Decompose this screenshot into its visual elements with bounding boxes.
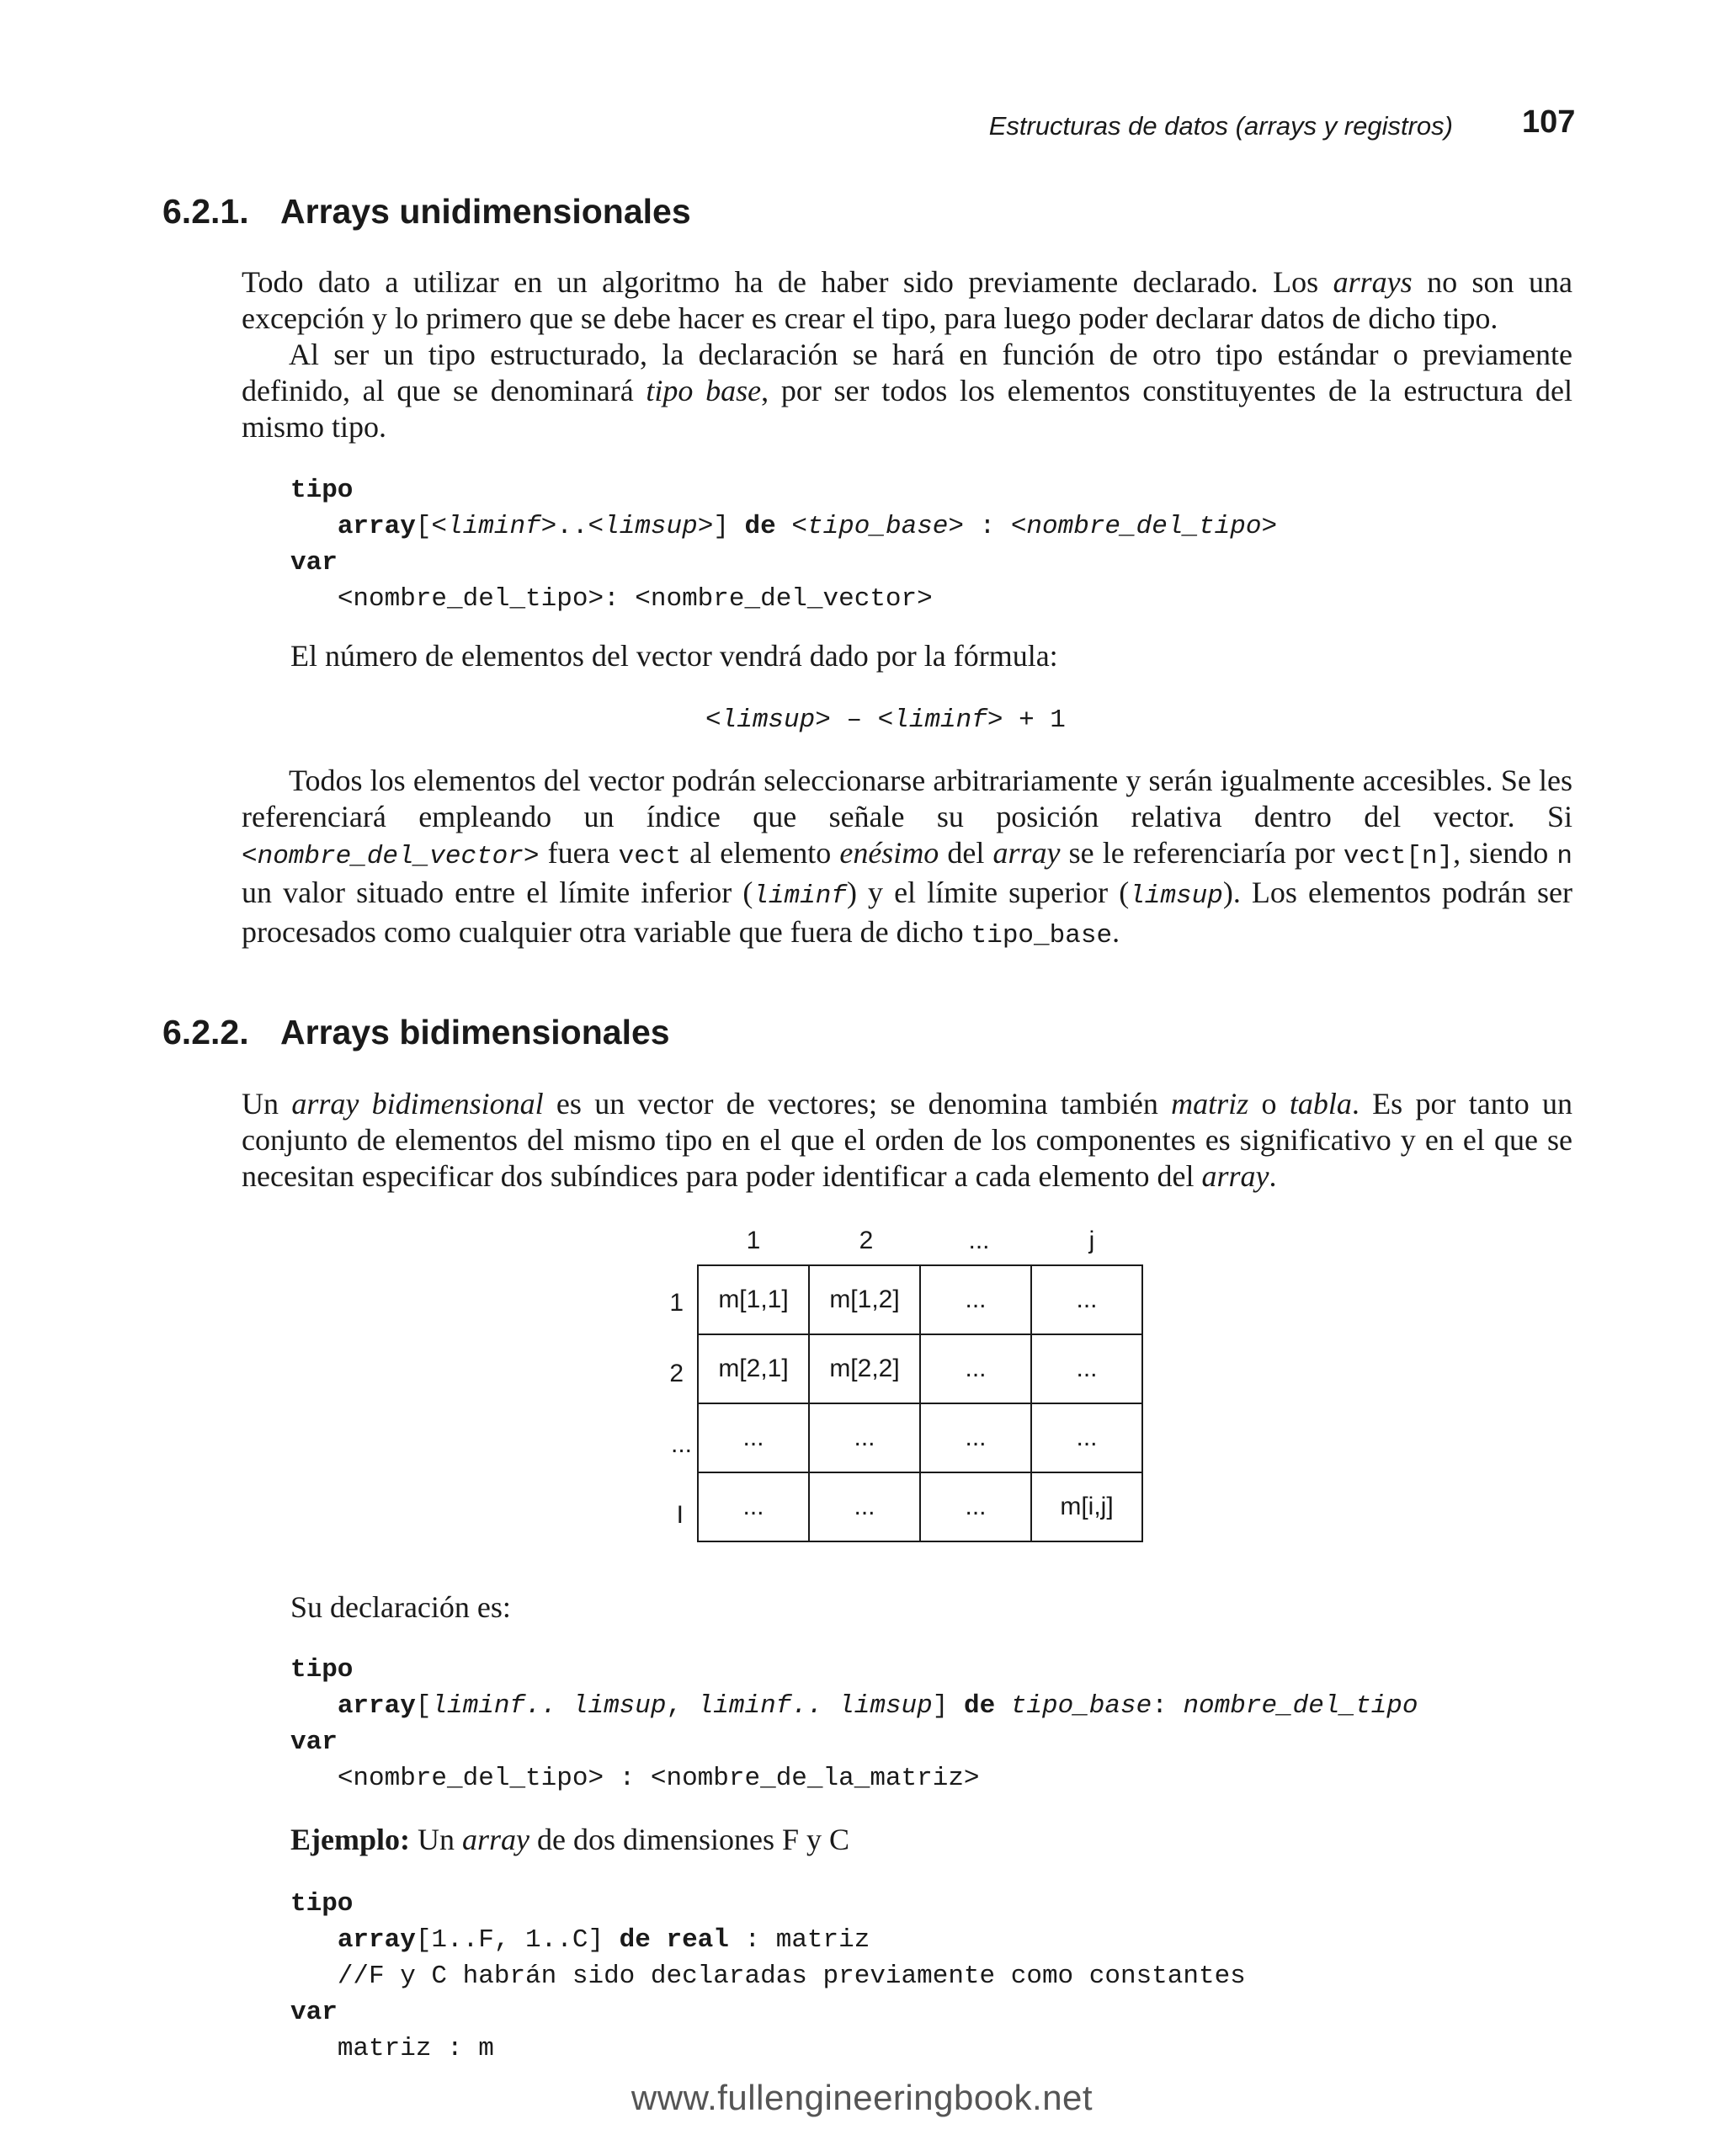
example-label: Ejemplo:: [290, 1823, 410, 1856]
paragraph-bidimensional: [242, 1086, 1572, 1195]
formula-text: <: [705, 705, 721, 735]
section-title: Arrays bidimensionales: [280, 1013, 670, 1051]
matrix-row-header: I: [676, 1501, 684, 1529]
emphasis: matriz: [1171, 1087, 1249, 1121]
matrix-col-header: j: [1088, 1227, 1095, 1254]
inline-code: vect[n]: [1343, 842, 1454, 871]
matrix-cell: ...: [1031, 1265, 1142, 1334]
code-text: [995, 1691, 1011, 1721]
code-text: matriz : m: [337, 2034, 494, 2063]
code-text: [<: [415, 512, 448, 541]
code-text: > : <: [948, 512, 1027, 541]
emphasis: tabla: [1289, 1087, 1352, 1121]
page-number: 107: [1522, 104, 1576, 140]
text: fuera: [539, 836, 619, 870]
text: Todos los elementos del vector podrán seleccionarse arbitrariamente y serán igualmente accesibles. Se les referenciará empleando un índice que señale su posición relativa dentro del vector. Si: [242, 764, 1572, 833]
paragraph-1: [242, 264, 1572, 337]
paragraph-2: [242, 337, 1572, 445]
matrix-cell: m[2,1]: [698, 1334, 809, 1403]
emphasis: enésimo: [839, 836, 939, 870]
code-line: [290, 508, 1277, 545]
keyword: de: [744, 512, 776, 541]
text: Todo dato a utilizar en un algoritmo ha de haber sido previamente declarado. Los: [242, 265, 1333, 299]
paragraph-5: [242, 1086, 1572, 1195]
formula: [705, 705, 1066, 735]
code-text: liminf.. limsup: [697, 1691, 933, 1721]
code-text: : matriz: [728, 1925, 870, 1955]
keyword: de: [963, 1691, 996, 1721]
inline-code: limsup: [1129, 881, 1223, 911]
text: ) y el límite superior (: [846, 876, 1130, 909]
code-line: [290, 472, 1277, 508]
code-text: limsup: [604, 512, 698, 541]
matrix-cell: ...: [920, 1472, 1031, 1541]
matrix-cell: m[2,2]: [809, 1334, 920, 1403]
text: se le referenciaría por: [1060, 836, 1344, 870]
text: al elemento: [681, 836, 840, 870]
code-line: [290, 1994, 1246, 2031]
inline-code: liminf: [753, 881, 847, 911]
keyword: array: [337, 1691, 416, 1721]
code-line: [290, 1922, 1246, 1958]
keyword: tipo: [290, 1889, 354, 1919]
text: Un: [242, 1087, 292, 1121]
text: del: [939, 836, 993, 870]
text: ). Los elementos podrán ser procesados como cualquier otra variable que fuera de dicho: [242, 876, 1572, 949]
code-text: >: [1261, 512, 1278, 541]
text: . Es por tanto un conjunto de elementos del mismo tipo en el que el orden de los componentes es significativo y en el que se necesitan especificar dos subíndices para poder identificar a cada elemento del: [242, 1087, 1573, 1193]
formula-text: limsup: [721, 705, 816, 735]
section-title: Arrays unidimensionales: [280, 192, 691, 231]
text: un valor situado entre el límite inferior (: [242, 876, 753, 909]
code-line: [290, 1760, 1418, 1797]
keyword: array: [337, 1925, 416, 1955]
code-line: [290, 545, 1277, 581]
matrix-row: [698, 1472, 1142, 1541]
code-text: <: [775, 512, 807, 541]
section-heading-6-2-1: [162, 192, 691, 232]
matrix-cell: m[1,1]: [698, 1265, 809, 1334]
matrix-row: [698, 1265, 1142, 1334]
keyword: array: [337, 512, 416, 541]
text: .: [1112, 915, 1120, 949]
paragraph-intro: [242, 264, 1572, 445]
code-text: nombre_del_tipo: [1026, 512, 1262, 541]
code-line: [290, 1652, 1418, 1688]
matrix-row-header: ...: [670, 1430, 692, 1458]
paragraph-access: [242, 763, 1572, 954]
keyword: var: [290, 548, 338, 578]
paragraph-declaration-intro: Su declaración es:: [290, 1590, 511, 1624]
text: .: [1269, 1159, 1277, 1193]
matrix-row-header: 1: [669, 1289, 684, 1317]
paragraph-4: [242, 763, 1572, 954]
matrix-row-header: 2: [669, 1360, 684, 1387]
code-line: [290, 1724, 1418, 1760]
paragraph-formula-intro: El número de elementos del vector vendrá dado por la fórmula:: [290, 639, 1058, 673]
code-text: tipo_base: [1010, 1691, 1152, 1721]
inline-code: tipo_base: [971, 921, 1113, 950]
footer-url: www.fullengineeringbook.net: [631, 2078, 1093, 2117]
code-text: <nombre_del_tipo> : <nombre_de_la_matriz>: [337, 1764, 980, 1793]
keyword: var: [290, 1727, 338, 1757]
formula-text: liminf: [893, 705, 987, 735]
code-text: [1..F, 1..C]: [415, 1925, 620, 1955]
matrix-col-header: 2: [859, 1227, 874, 1254]
code-text: >..<: [540, 512, 604, 541]
code-text: >]: [697, 512, 745, 541]
code-block-3: [290, 1886, 1246, 2067]
inline-code: n: [1556, 842, 1572, 871]
matrix-row: [698, 1334, 1142, 1403]
emphasis: array: [1201, 1159, 1269, 1193]
emphasis: array: [461, 1823, 529, 1856]
matrix-cell: ...: [698, 1472, 809, 1541]
example-line: [290, 1822, 849, 1857]
text: , siendo: [1453, 836, 1557, 870]
code-line: [290, 2031, 1246, 2067]
formula-text: > – <: [815, 705, 894, 735]
code-text: ]: [932, 1691, 964, 1721]
emphasis: array: [992, 836, 1061, 870]
code-text: liminf: [447, 512, 541, 541]
running-title: Estructuras de datos (arrays y registros): [988, 111, 1453, 141]
matrix-cell: m[i,j]: [1031, 1472, 1142, 1541]
matrix-col-header: ...: [968, 1227, 990, 1254]
matrix-cell: ...: [809, 1472, 920, 1541]
code-text: liminf.. limsup: [431, 1691, 667, 1721]
code-text: tipo_base: [806, 512, 949, 541]
text: o: [1248, 1087, 1290, 1121]
text: , por ser todos los elementos constituyentes de la estructura del mismo tipo.: [242, 374, 1572, 444]
text: Un: [409, 1823, 462, 1856]
matrix-col-header: 1: [746, 1227, 761, 1254]
formula-text: > + 1: [987, 705, 1066, 735]
matrix-cell: ...: [920, 1403, 1031, 1472]
emphasis: array bidimensional: [291, 1087, 544, 1121]
emphasis: tipo base: [646, 374, 762, 407]
code-line: [290, 581, 1277, 617]
section-number: 6.2.1.: [162, 192, 249, 231]
matrix-cell: ...: [920, 1334, 1031, 1403]
code-text: nombre_del_tipo: [1183, 1691, 1418, 1721]
text: es un vector de vectores; se denomina también: [543, 1087, 1172, 1121]
section-number: 6.2.2.: [162, 1013, 249, 1051]
text: Al ser un tipo estructurado, la declaración se hará en función de otro tipo estándar o previamente definido, al que se denominará: [242, 338, 1572, 407]
code-block-1: [290, 472, 1277, 617]
code-comment: //F y C habrán sido declaradas previamente como constantes: [337, 1962, 1246, 1991]
section-heading-6-2-2: [162, 1013, 670, 1052]
code-line: [290, 1688, 1418, 1724]
code-line: [290, 1958, 1246, 1994]
inline-code: vect: [618, 842, 682, 871]
inline-code: <nombre_del_vector>: [242, 842, 540, 871]
matrix-table: [697, 1264, 1143, 1542]
text: de dos dimensiones F y C: [529, 1823, 849, 1856]
keyword: tipo: [290, 476, 354, 505]
matrix-row: [698, 1403, 1142, 1472]
emphasis: arrays: [1333, 265, 1413, 299]
code-text: :: [1152, 1691, 1184, 1721]
code-line: [290, 1886, 1246, 1922]
matrix-cell: ...: [698, 1403, 809, 1472]
text: no son una excepción y lo primero que se debe hacer es crear el tipo, para luego poder declarar datos de dicho tipo.: [242, 265, 1572, 335]
matrix-cell: ...: [920, 1265, 1031, 1334]
matrix-cell: ...: [809, 1403, 920, 1472]
matrix-cell: ...: [1031, 1403, 1142, 1472]
keyword: tipo: [290, 1655, 354, 1685]
keyword: de real: [619, 1925, 729, 1955]
keyword: var: [290, 1998, 338, 2027]
code-text: [: [415, 1691, 432, 1721]
matrix-cell: ...: [1031, 1334, 1142, 1403]
matrix-cell: m[1,2]: [809, 1265, 920, 1334]
code-text: <nombre_del_tipo>: <nombre_del_vector>: [337, 584, 933, 614]
code-block-2: [290, 1652, 1418, 1797]
code-text: ,: [666, 1691, 698, 1721]
